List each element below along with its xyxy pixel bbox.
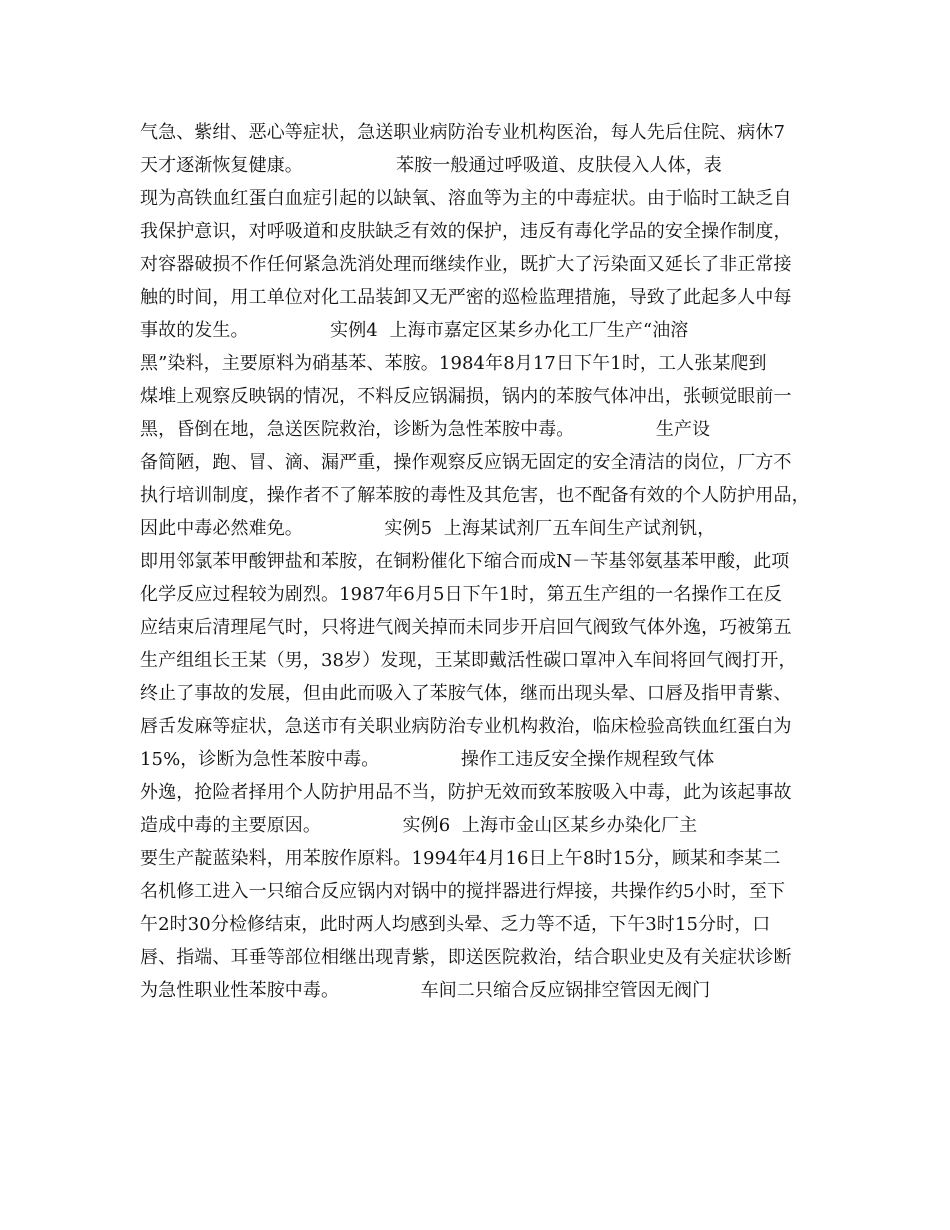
text-line: 现为高铁血红蛋白血症引起的以缺氧、溶血等为主的中毒症状。由于临时工缺乏自	[140, 188, 792, 209]
text-line: 黑”染料，主要原料为硝基苯、苯胺。1984年8月17日下午1时，工人张某爬到	[140, 353, 767, 374]
text-line: 唇、指端、耳垂等部位相继出现青紫，即送医院救治，结合职业史及有关症状诊断	[140, 947, 792, 968]
text-line: 执行培训制度，操作者不了解苯胺的毒性及其危害，也不配备有效的个人防护用品，	[140, 485, 810, 506]
text-line: 触的时间，用工单位对化工品装卸又无严密的巡检监理措施，导致了此起多人中每	[140, 287, 792, 308]
text-line: 煤堆上观察反映锅的情况，不料反应锅漏损，锅内的苯胺气体冲出，张顿觉眼前一	[140, 386, 792, 407]
text-line: 为急性职业性苯胺中毒。 车间二只缩合反应锅排空管因无阀门	[140, 980, 711, 1001]
text-line: 唇舌发麻等症状，急送市有关职业病防治专业机构救治，临床检验高铁血红蛋白为	[140, 716, 792, 737]
text-line: 气急、紫绀、恶心等症状，急送职业病防治专业机构医治，每人先后住院、病休7	[140, 122, 786, 143]
text-line: 名机修工进入一只缩合反应锅内对锅中的搅拌器进行焊接，共操作约5小时，至下	[140, 881, 786, 902]
text-line: 黑，昏倒在地，急送医院救治，诊断为急性苯胺中毒。 生产设	[140, 419, 711, 440]
text-line: 生产组组长王某（男，38岁）发现，王某即戴活性碳口罩冲入车间将回气阀打开，	[140, 650, 797, 671]
document-body	[140, 116, 820, 1007]
text-line: 事故的发生。 实例4 上海市嘉定区某乡办化工厂生产“油溶	[140, 320, 689, 341]
text-line: 终止了事故的发展，但由此而吸入了苯胺气体，继而出现头晕、口唇及指甲青紫、	[140, 683, 792, 704]
text-line: 化学反应过程较为剧烈。1987年6月5日下午1时，第五生产组的一名操作工在反	[140, 584, 782, 605]
text-line: 对容器破损不作任何紧急洗消处理而继续作业，既扩大了污染面又延长了非正常接	[140, 254, 792, 275]
text-line: 15%，诊断为急性苯胺中毒。 操作工违反安全操作规程致气体	[140, 749, 715, 770]
text-line: 应结束后清理尾气时，只将进气阀关掉而未同步开启回气阀致气体外逸，巧被第五	[140, 617, 792, 638]
text-line: 外逸，抢险者择用个人防护用品不当，防护无效而致苯胺吸入中毒，此为该起事故	[140, 782, 792, 803]
text-line: 午2时30分检修结束，此时两人均感到头晕、乏力等不适，下午3时15分时，口	[140, 914, 771, 935]
text-line: 造成中毒的主要原因。 实例6 上海市金山区某乡办染化厂主	[140, 815, 698, 836]
text-line: 要生产靛蓝染料，用苯胺作原料。1994年4月16日上午8时15分，顾某和李某二	[140, 848, 781, 869]
text-line: 备简陋，跑、冒、滴、漏严重，操作观察反应锅无固定的安全清洁的岗位，厂方不	[140, 452, 792, 473]
text-line: 天才逐渐恢复健康。 苯胺一般通过呼吸道、皮肤侵入人体，表	[140, 155, 722, 176]
text-line: 即用邻氯苯甲酸钾盐和苯胺，在铜粉催化下缩合而成N－苄基邻氨基苯甲酸，此项	[140, 551, 790, 572]
text-line: 我保护意识，对呼吸道和皮肤缺乏有效的保护，违反有毒化学品的安全操作制度，	[140, 221, 792, 242]
text-line: 因此中毒必然难免。 实例5 上海某试剂厂五车间生产试剂钒，	[140, 518, 716, 539]
